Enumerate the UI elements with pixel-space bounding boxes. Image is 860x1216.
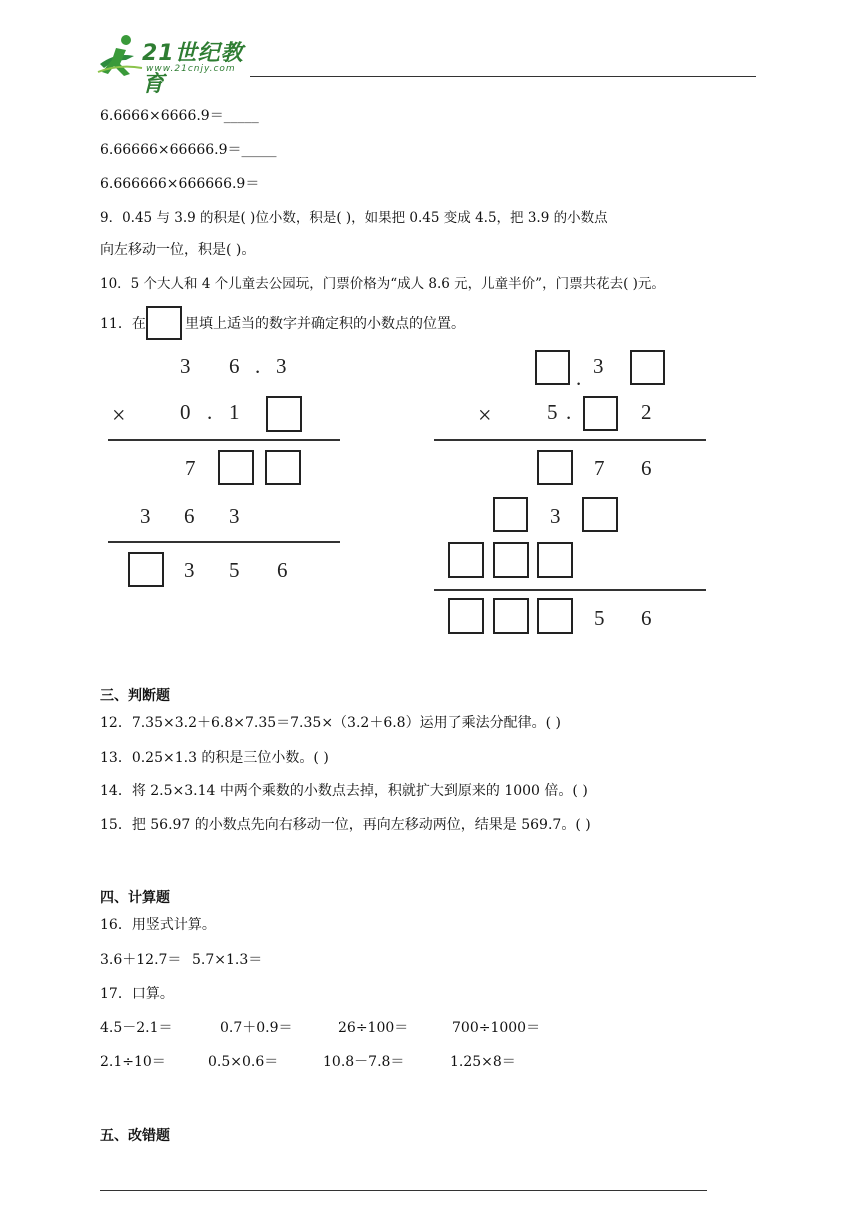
q17-item: 700÷1000＝: [452, 1020, 541, 1036]
q11-sample-box: [146, 306, 182, 340]
times-sign: ×: [112, 403, 126, 429]
digit: 6: [641, 606, 652, 630]
digit: 7: [185, 456, 196, 480]
logo-url-text: www.21cnjy.com: [146, 64, 236, 74]
answer-box[interactable]: [537, 598, 573, 634]
digit: 0: [180, 400, 191, 424]
answer-box[interactable]: [630, 350, 665, 385]
q11-suffix: 里填上适当的数字并确定积的小数点的位置。: [185, 316, 465, 332]
q17-item: 10.8－7.8＝: [323, 1054, 405, 1070]
times-sign: ×: [478, 403, 492, 429]
q17-item: 2.1÷10＝: [100, 1054, 166, 1070]
digit: 5: [229, 558, 240, 582]
answer-box[interactable]: [448, 542, 484, 578]
answer-box[interactable]: [493, 497, 528, 532]
section-5-title: 五、改错题: [100, 1128, 170, 1144]
answer-box[interactable]: [537, 542, 573, 578]
answer-box[interactable]: [128, 552, 164, 587]
section-4-title: 四、计算题: [100, 890, 170, 906]
digit: 2: [641, 400, 652, 424]
answer-box[interactable]: [583, 396, 618, 431]
answer-box[interactable]: [448, 598, 484, 634]
header-rule: [250, 76, 756, 77]
q17-text: 17．口算。: [100, 986, 174, 1002]
digit: 3: [550, 504, 561, 528]
footer-rule: [100, 1190, 707, 1191]
digit: 3: [180, 354, 191, 378]
q9-line-1: 9．0.45 与 3.9 的积是( )位小数，积是( )，如果把 0.45 变成 4.5，把 3.9 的小数点: [100, 210, 608, 226]
sum-rule: [108, 541, 340, 543]
digit: 5: [547, 400, 558, 424]
q17-item: 0.5×0.6＝: [208, 1054, 279, 1070]
q10-text: 10．5 个大人和 4 个儿童去公园玩，门票价格为“成人 8.6 元，儿童半价”，门票共花去( )元。: [100, 276, 665, 292]
q17-item: 26÷100＝: [338, 1020, 409, 1036]
logo-main-text: 21世纪教育: [142, 41, 244, 97]
answer-box[interactable]: [265, 450, 301, 485]
header-logo: [96, 34, 266, 97]
digit: 7: [594, 456, 605, 480]
digit: 6: [277, 558, 288, 582]
q8-line-1: 6.6666×6666.9＝_____: [100, 108, 259, 124]
digit: 6: [229, 354, 240, 378]
multiplication-rule: [434, 439, 706, 441]
digit: 3: [184, 558, 195, 582]
q9-line-2: 向左移动一位，积是( )。: [100, 242, 256, 258]
q16-text: 16．用竖式计算。: [100, 917, 216, 933]
q14-text: 14．将 2.5×3.14 中两个乘数的小数点去掉，积就扩大到原来的 1000 倍。( ): [100, 783, 588, 799]
digit: 3: [276, 354, 287, 378]
digit: 1: [229, 400, 240, 424]
answer-box[interactable]: [535, 350, 570, 385]
digit: 3: [140, 504, 151, 528]
q17-item: 0.7＋0.9＝: [220, 1020, 293, 1036]
answer-box[interactable]: [493, 598, 529, 634]
section-3-title: 三、判断题: [100, 688, 170, 704]
digit: 3: [593, 354, 604, 378]
q13-text: 13．0.25×1.3 的积是三位小数。( ): [100, 750, 329, 766]
q15-text: 15．把 56.97 的小数点先向右移动一位，再向左移动两位，结果是 569.7。( ): [100, 817, 591, 833]
decimal-point: .: [566, 400, 572, 424]
answer-box[interactable]: [537, 450, 573, 485]
answer-box[interactable]: [582, 497, 618, 532]
digit: 5: [594, 606, 605, 630]
decimal-point: .: [576, 366, 582, 390]
answer-box[interactable]: [266, 396, 302, 432]
answer-box[interactable]: [493, 542, 529, 578]
q16-item: 5.7×1.3＝: [192, 952, 263, 968]
answer-box[interactable]: [218, 450, 254, 485]
q8-line-2: 6.66666×66666.9＝_____: [100, 142, 277, 158]
runner-logo-icon: [96, 34, 144, 78]
sum-rule: [434, 589, 706, 591]
q17-item: 1.25×8＝: [450, 1054, 516, 1070]
q12-text: 12．7.35×3.2＋6.8×7.35＝7.35×（3.2＋6.8）运用了乘法分配律。( ): [100, 715, 561, 731]
multiplication-rule: [108, 439, 340, 441]
q11-prefix: 11．在: [100, 316, 146, 332]
q17-item: 4.5－2.1＝: [100, 1020, 173, 1036]
decimal-point: .: [207, 400, 213, 424]
digit: 3: [229, 504, 240, 528]
digit: 6: [184, 504, 195, 528]
q16-item: 3.6＋12.7＝: [100, 952, 182, 968]
decimal-point: .: [255, 354, 261, 378]
digit: 6: [641, 456, 652, 480]
q8-line-3: 6.666666×666666.9＝: [100, 176, 260, 192]
